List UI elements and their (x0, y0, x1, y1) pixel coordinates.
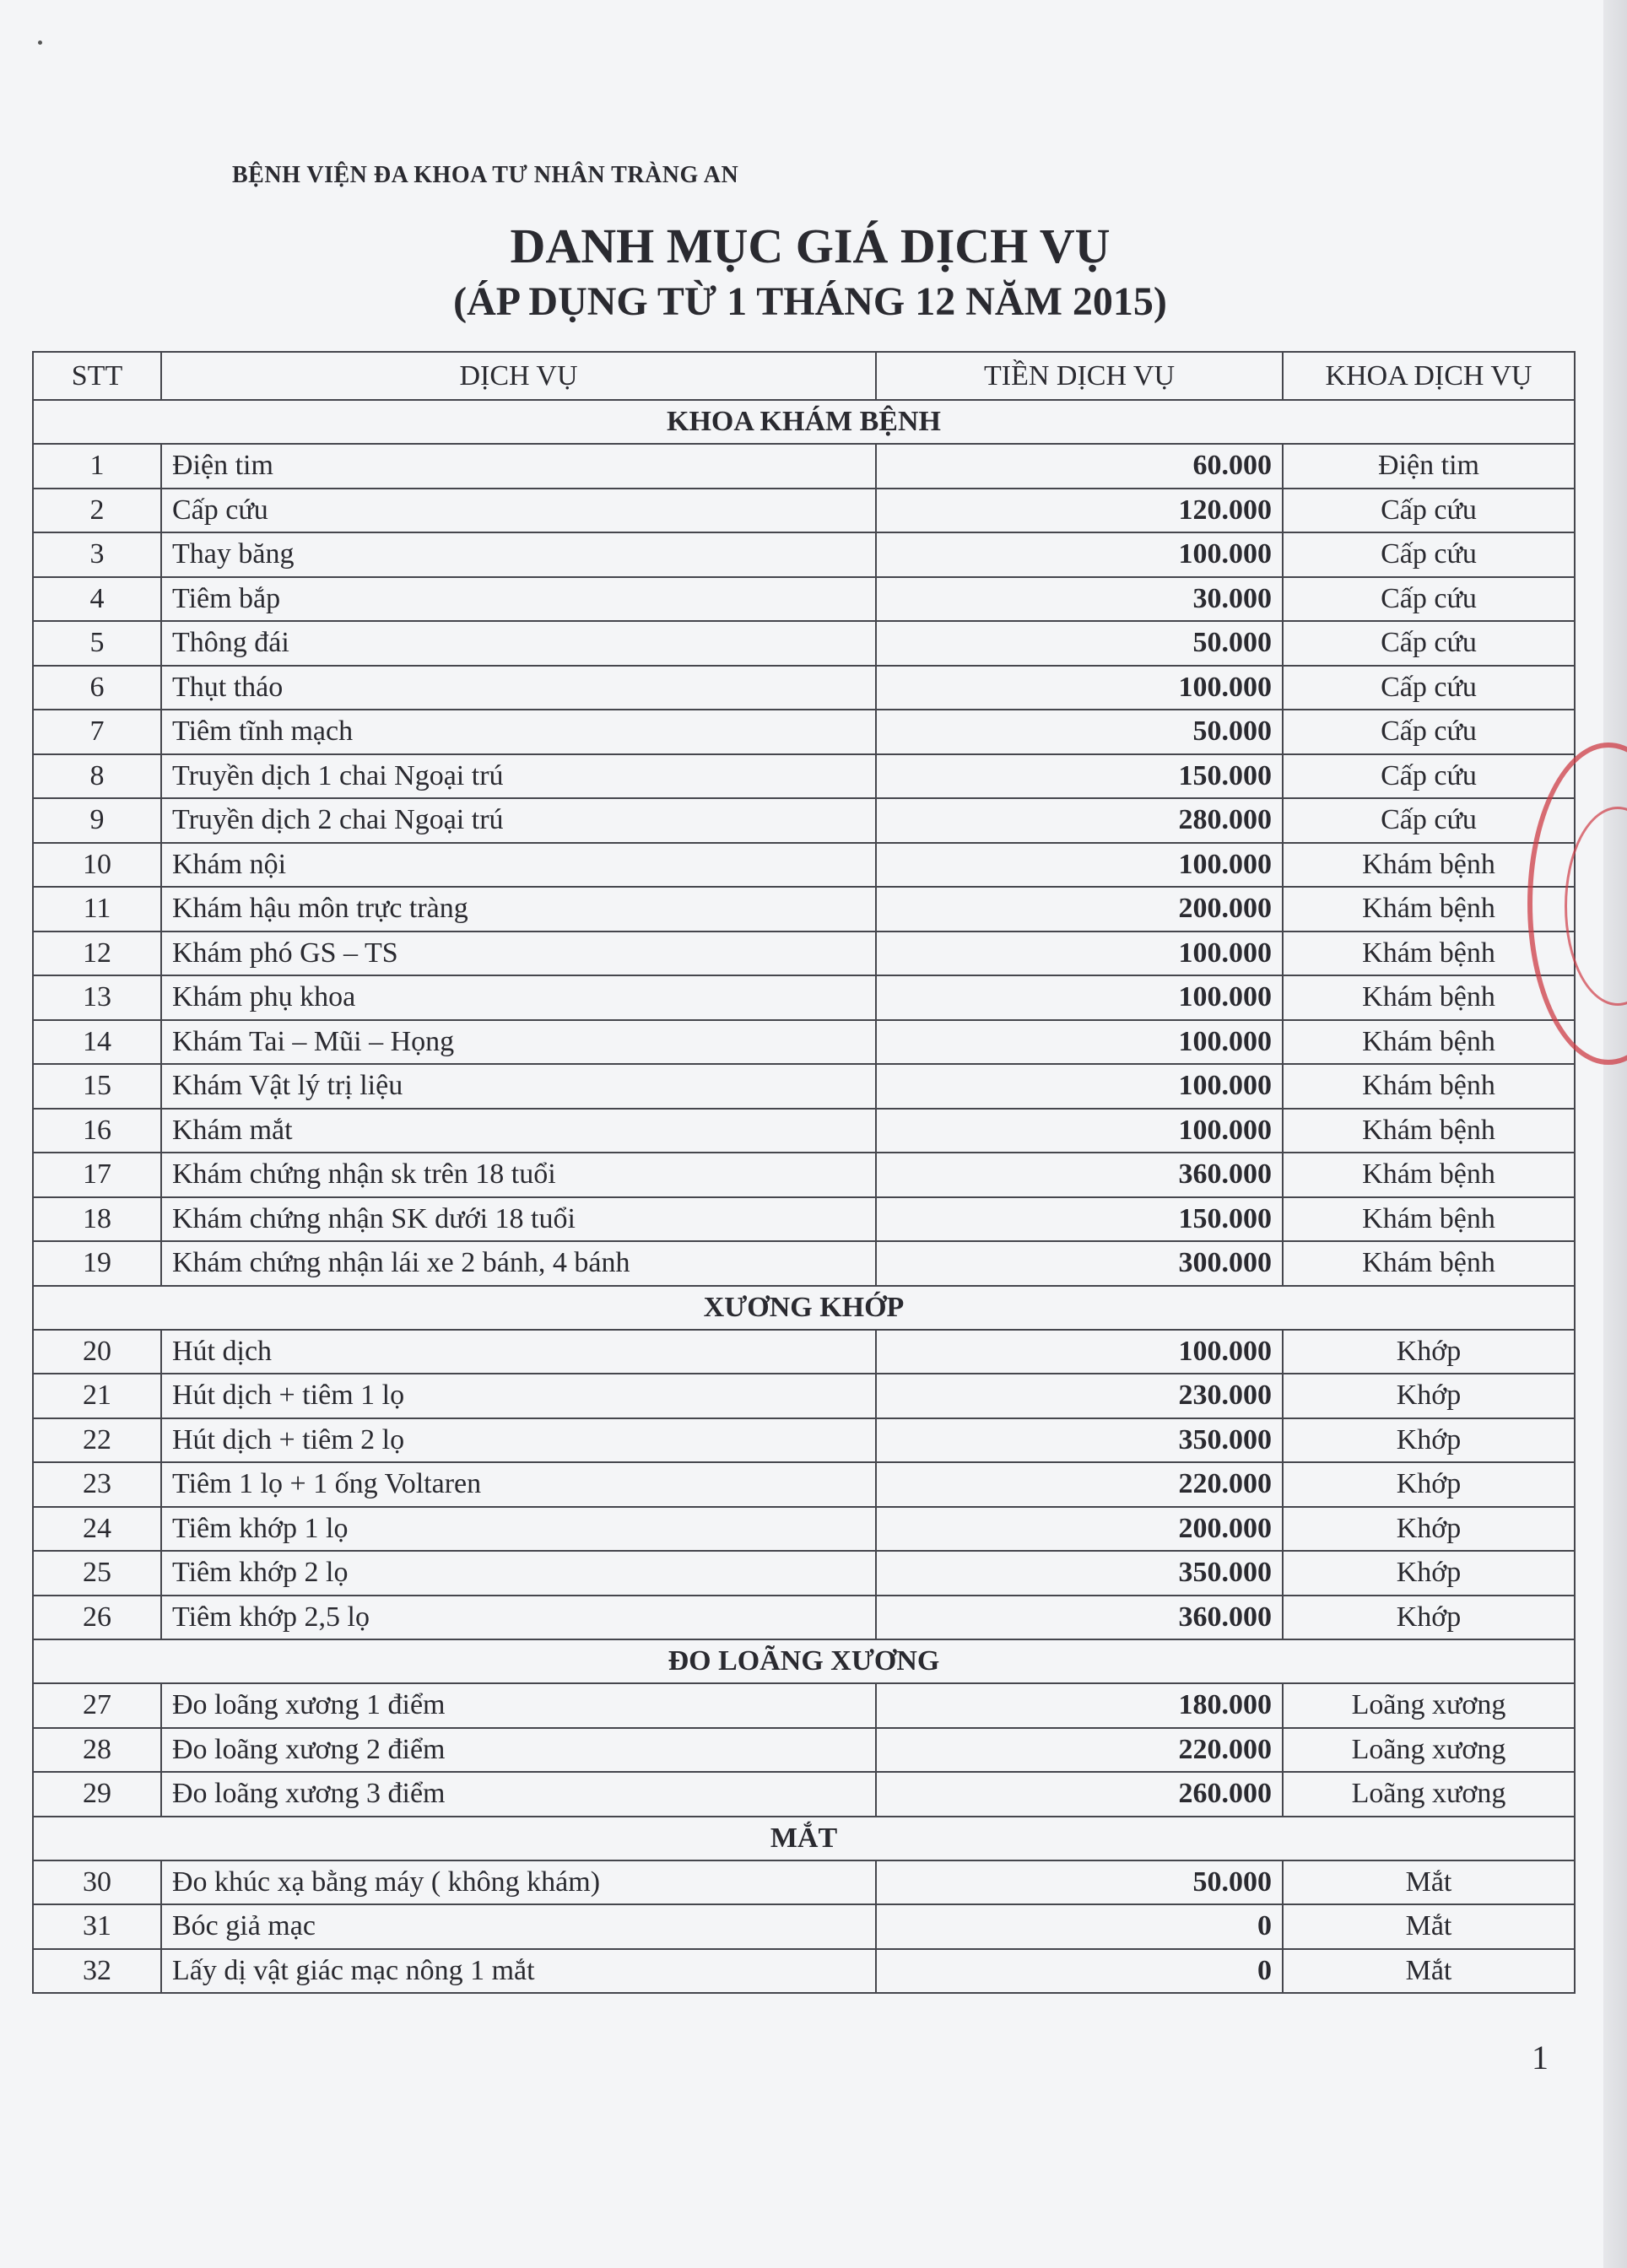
row-service: Khám chứng nhận sk trên 18 tuổi (161, 1153, 876, 1197)
section-title: KHOA KHÁM BỆNH (33, 400, 1575, 444)
row-department: Khám bệnh (1283, 887, 1575, 932)
row-stt: 23 (33, 1462, 161, 1507)
row-stt: 25 (33, 1551, 161, 1596)
row-stt: 24 (33, 1507, 161, 1552)
header-price: TIỀN DỊCH VỤ (876, 352, 1283, 400)
table-body (33, 400, 1575, 1993)
row-service: Tiêm 1 lọ + 1 ống Voltaren (161, 1462, 876, 1507)
row-department: Khám bệnh (1283, 1064, 1575, 1109)
row-stt: 13 (33, 975, 161, 1020)
page-number: 1 (1532, 2038, 1549, 2076)
section-title: MẮT (33, 1817, 1575, 1860)
section-title: XƯƠNG KHỚP (33, 1286, 1575, 1330)
row-service: Đo loãng xương 3 điểm (161, 1772, 876, 1817)
section-row (33, 1286, 1575, 1330)
table-row (33, 887, 1575, 932)
table-row (33, 1153, 1575, 1197)
table-row (33, 1462, 1575, 1507)
row-department: Điện tim (1283, 444, 1575, 489)
row-department: Loãng xương (1283, 1683, 1575, 1728)
table-row (33, 1507, 1575, 1552)
row-price: 100.000 (876, 1109, 1283, 1153)
row-department: Cấp cứu (1283, 710, 1575, 754)
section-title: ĐO LOÃNG XƯƠNG (33, 1639, 1575, 1683)
row-stt: 30 (33, 1860, 161, 1905)
document-title: DANH MỤC GIÁ DỊCH VỤ (510, 219, 1111, 273)
row-price: 60.000 (876, 444, 1283, 489)
row-department: Khám bệnh (1283, 1153, 1575, 1197)
row-service: Tiêm khớp 1 lọ (161, 1507, 876, 1552)
row-service: Khám hậu môn trực tràng (161, 887, 876, 932)
row-department: Cấp cứu (1283, 577, 1575, 622)
row-department: Cấp cứu (1283, 754, 1575, 799)
row-department: Khám bệnh (1283, 1020, 1575, 1065)
row-price: 360.000 (876, 1596, 1283, 1640)
scan-speck (38, 40, 42, 45)
row-price: 230.000 (876, 1374, 1283, 1418)
row-service: Hút dịch + tiêm 2 lọ (161, 1418, 876, 1463)
table-row (33, 1374, 1575, 1418)
row-stt: 3 (33, 532, 161, 577)
row-price: 200.000 (876, 1507, 1283, 1552)
section-row (33, 1817, 1575, 1860)
row-service: Khám nội (161, 843, 876, 888)
row-stt: 18 (33, 1197, 161, 1242)
row-stt: 29 (33, 1772, 161, 1817)
row-department: Mắt (1283, 1860, 1575, 1905)
row-price: 220.000 (876, 1462, 1283, 1507)
row-stt: 11 (33, 887, 161, 932)
row-stt: 15 (33, 1064, 161, 1109)
row-department: Khớp (1283, 1507, 1575, 1552)
row-service: Thụt tháo (161, 666, 876, 710)
table-row (33, 1197, 1575, 1242)
table-row (33, 1596, 1575, 1640)
price-table (32, 351, 1576, 1994)
table-row (33, 710, 1575, 754)
row-price: 120.000 (876, 489, 1283, 533)
row-department: Khám bệnh (1283, 932, 1575, 976)
row-price: 300.000 (876, 1241, 1283, 1286)
row-department: Khám bệnh (1283, 975, 1575, 1020)
row-stt: 10 (33, 843, 161, 888)
table-row (33, 1241, 1575, 1286)
row-service: Hút dịch (161, 1330, 876, 1374)
row-service: Thay băng (161, 532, 876, 577)
row-service: Hút dịch + tiêm 1 lọ (161, 1374, 876, 1418)
table-row (33, 1860, 1575, 1905)
row-stt: 4 (33, 577, 161, 622)
table-row (33, 489, 1575, 533)
row-department: Cấp cứu (1283, 666, 1575, 710)
row-department: Khớp (1283, 1596, 1575, 1640)
row-service: Đo loãng xương 2 điểm (161, 1728, 876, 1773)
table-row (33, 1418, 1575, 1463)
table-row (33, 532, 1575, 577)
row-service: Khám phụ khoa (161, 975, 876, 1020)
row-service: Tiêm bắp (161, 577, 876, 622)
row-stt: 5 (33, 621, 161, 666)
header-service: DỊCH VỤ (161, 352, 876, 400)
document-subtitle: (ÁP DỤNG TỪ 1 THÁNG 12 NĂM 2015) (453, 279, 1167, 324)
table-row (33, 1949, 1575, 1994)
page-edge (1603, 0, 1627, 2268)
table-row (33, 666, 1575, 710)
table-row (33, 1772, 1575, 1817)
row-price: 200.000 (876, 887, 1283, 932)
row-price: 100.000 (876, 1064, 1283, 1109)
row-department: Loãng xương (1283, 1728, 1575, 1773)
row-service: Tiêm khớp 2,5 lọ (161, 1596, 876, 1640)
seal-inner-ring (1565, 807, 1627, 1006)
row-department: Khớp (1283, 1418, 1575, 1463)
row-department: Loãng xương (1283, 1772, 1575, 1817)
row-service: Khám chứng nhận lái xe 2 bánh, 4 bánh (161, 1241, 876, 1286)
row-department: Khớp (1283, 1330, 1575, 1374)
row-price: 360.000 (876, 1153, 1283, 1197)
row-stt: 9 (33, 798, 161, 843)
hospital-name: BỆNH VIỆN ĐA KHOA TƯ NHÂN TRÀNG AN (232, 162, 739, 188)
row-service: Khám Tai – Mũi – Họng (161, 1020, 876, 1065)
row-stt: 14 (33, 1020, 161, 1065)
row-service: Điện tim (161, 444, 876, 489)
row-service: Đo loãng xương 1 điểm (161, 1683, 876, 1728)
row-price: 100.000 (876, 932, 1283, 976)
row-department: Cấp cứu (1283, 798, 1575, 843)
row-stt: 21 (33, 1374, 161, 1418)
table-row (33, 444, 1575, 489)
row-price: 280.000 (876, 798, 1283, 843)
row-stt: 17 (33, 1153, 161, 1197)
section-row (33, 400, 1575, 444)
row-price: 50.000 (876, 1860, 1283, 1905)
table-row (33, 1020, 1575, 1065)
row-department: Khám bệnh (1283, 843, 1575, 888)
table-header-row (33, 352, 1575, 400)
table-row (33, 754, 1575, 799)
header-stt: STT (33, 352, 161, 400)
row-service: Cấp cứu (161, 489, 876, 533)
table-row (33, 577, 1575, 622)
table-row (33, 1330, 1575, 1374)
row-service: Lấy dị vật giác mạc nông 1 mắt (161, 1949, 876, 1994)
row-price: 100.000 (876, 532, 1283, 577)
row-stt: 31 (33, 1904, 161, 1949)
table-row (33, 1109, 1575, 1153)
row-service: Đo khúc xạ bằng máy ( không khám) (161, 1860, 876, 1905)
row-price: 50.000 (876, 710, 1283, 754)
row-department: Khám bệnh (1283, 1241, 1575, 1286)
table-row (33, 1683, 1575, 1728)
row-price: 350.000 (876, 1551, 1283, 1596)
row-department: Cấp cứu (1283, 489, 1575, 533)
row-service: Khám chứng nhận SK dưới 18 tuổi (161, 1197, 876, 1242)
row-price: 50.000 (876, 621, 1283, 666)
row-price: 220.000 (876, 1728, 1283, 1773)
table-row (33, 1064, 1575, 1109)
row-price: 100.000 (876, 843, 1283, 888)
row-department: Cấp cứu (1283, 621, 1575, 666)
header-department: KHOA DỊCH VỤ (1283, 352, 1575, 400)
table-row (33, 621, 1575, 666)
row-stt: 1 (33, 444, 161, 489)
row-department: Mắt (1283, 1904, 1575, 1949)
row-price: 150.000 (876, 1197, 1283, 1242)
row-stt: 2 (33, 489, 161, 533)
row-service: Bóc giả mạc (161, 1904, 876, 1949)
row-stt: 28 (33, 1728, 161, 1773)
table-row (33, 1551, 1575, 1596)
row-service: Khám phó GS – TS (161, 932, 876, 976)
row-price: 100.000 (876, 666, 1283, 710)
row-stt: 16 (33, 1109, 161, 1153)
row-stt: 26 (33, 1596, 161, 1640)
row-stt: 6 (33, 666, 161, 710)
row-department: Mắt (1283, 1949, 1575, 1994)
row-price: 350.000 (876, 1418, 1283, 1463)
table-row (33, 1728, 1575, 1773)
row-service: Tiêm khớp 2 lọ (161, 1551, 876, 1596)
row-department: Cấp cứu (1283, 532, 1575, 577)
row-price: 0 (876, 1949, 1283, 1994)
row-price: 150.000 (876, 754, 1283, 799)
row-department: Khớp (1283, 1551, 1575, 1596)
row-service: Thông đái (161, 621, 876, 666)
row-service: Truyền dịch 1 chai Ngoại trú (161, 754, 876, 799)
row-price: 30.000 (876, 577, 1283, 622)
table-row (33, 1904, 1575, 1949)
section-row (33, 1639, 1575, 1683)
row-stt: 22 (33, 1418, 161, 1463)
row-service: Tiêm tĩnh mạch (161, 710, 876, 754)
table-row (33, 843, 1575, 888)
row-service: Truyền dịch 2 chai Ngoại trú (161, 798, 876, 843)
row-stt: 8 (33, 754, 161, 799)
row-price: 0 (876, 1904, 1283, 1949)
row-department: Khớp (1283, 1374, 1575, 1418)
row-department: Khám bệnh (1283, 1109, 1575, 1153)
row-stt: 7 (33, 710, 161, 754)
row-stt: 27 (33, 1683, 161, 1728)
table-row (33, 975, 1575, 1020)
row-stt: 32 (33, 1949, 161, 1994)
row-price: 260.000 (876, 1772, 1283, 1817)
row-stt: 20 (33, 1330, 161, 1374)
row-department: Khám bệnh (1283, 1197, 1575, 1242)
row-stt: 19 (33, 1241, 161, 1286)
row-department: Khớp (1283, 1462, 1575, 1507)
row-service: Khám mắt (161, 1109, 876, 1153)
row-stt: 12 (33, 932, 161, 976)
row-price: 100.000 (876, 1330, 1283, 1374)
table-row (33, 798, 1575, 843)
row-service: Khám Vật lý trị liệu (161, 1064, 876, 1109)
row-price: 100.000 (876, 975, 1283, 1020)
row-price: 100.000 (876, 1020, 1283, 1065)
row-price: 180.000 (876, 1683, 1283, 1728)
table-row (33, 932, 1575, 976)
